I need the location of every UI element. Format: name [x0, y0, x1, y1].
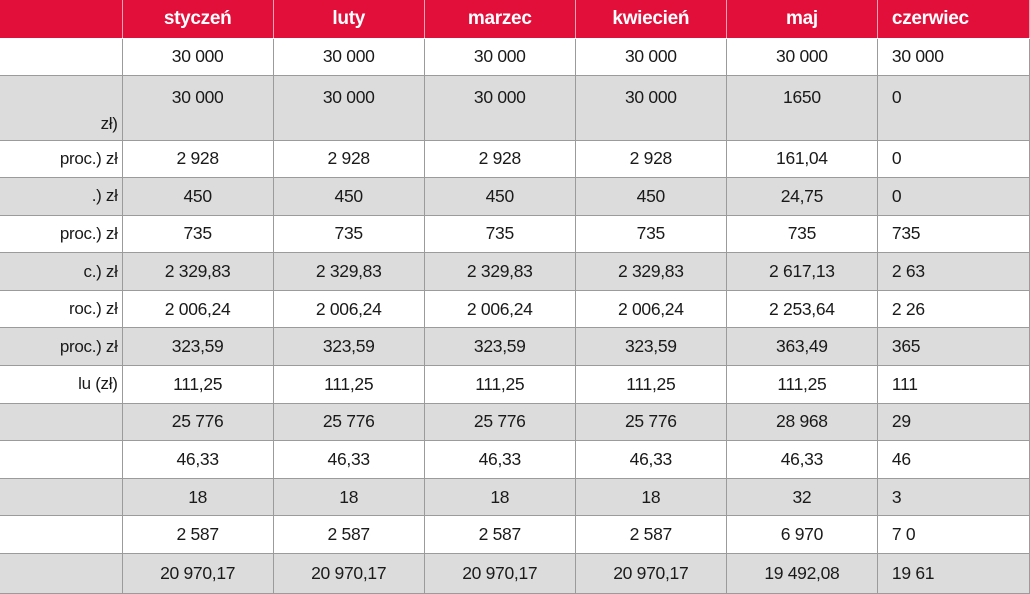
table-cell: 19 492,08: [726, 554, 877, 594]
table-cell: 6 970: [726, 516, 877, 554]
table-row: [0, 328, 1030, 366]
table-cell: 450: [273, 178, 424, 216]
table-cell: 2 329,83: [122, 253, 273, 291]
row-label: [0, 441, 122, 479]
month-header: maj: [726, 0, 877, 38]
table-cell: 735: [122, 215, 273, 253]
table-cell: 735: [424, 215, 575, 253]
month-header: kwiecień: [575, 0, 726, 38]
table-cell: 46,33: [122, 441, 273, 479]
table-cell: 2 63: [877, 253, 1029, 291]
table-row: [0, 140, 1030, 178]
table-cell: 7 0: [877, 516, 1029, 554]
table-cell: 323,59: [273, 328, 424, 366]
table-cell: 25 776: [424, 403, 575, 441]
header-label-cell: [0, 0, 122, 38]
table-cell: 46,33: [273, 441, 424, 479]
table-cell: 46,33: [575, 441, 726, 479]
table-cell: 18: [424, 478, 575, 516]
table-cell: 1650: [726, 75, 877, 140]
table-cell: 2 006,24: [122, 290, 273, 328]
table-cell: 111,25: [726, 366, 877, 404]
table-cell: 28 968: [726, 403, 877, 441]
table-row: [0, 38, 1030, 75]
table-cell: 25 776: [273, 403, 424, 441]
table-cell: 46,33: [726, 441, 877, 479]
table-cell: 19 61: [877, 554, 1029, 594]
row-label: [0, 478, 122, 516]
table-row: [0, 441, 1030, 479]
table-cell: 450: [122, 178, 273, 216]
table-cell: 18: [122, 478, 273, 516]
table-cell: 2 006,24: [273, 290, 424, 328]
table-cell: 2 928: [424, 140, 575, 178]
table-cell: 450: [424, 178, 575, 216]
table-cell: 323,59: [122, 328, 273, 366]
table-cell: 735: [273, 215, 424, 253]
row-label: proc.) zł: [0, 328, 122, 366]
table-cell: 2 329,83: [424, 253, 575, 291]
table-row: [0, 366, 1030, 404]
table-cell: 30 000: [122, 38, 273, 75]
table-cell: 111,25: [273, 366, 424, 404]
table-cell: 20 970,17: [424, 554, 575, 594]
table-cell: 46: [877, 441, 1029, 479]
table-cell: 735: [877, 215, 1029, 253]
table-cell: 30 000: [877, 38, 1029, 75]
table-cell: 3: [877, 478, 1029, 516]
table-row: [0, 516, 1030, 554]
table-cell: 323,59: [424, 328, 575, 366]
row-label: [0, 38, 122, 75]
table-cell: 46,33: [424, 441, 575, 479]
table-cell: 2 587: [575, 516, 726, 554]
row-label: zł): [0, 75, 122, 140]
month-header: marzec: [424, 0, 575, 38]
table-row: [0, 403, 1030, 441]
table-cell: 2 928: [575, 140, 726, 178]
row-label: proc.) zł: [0, 215, 122, 253]
table-cell: 30 000: [726, 38, 877, 75]
table-cell: 111,25: [122, 366, 273, 404]
row-label: proc.) zł: [0, 140, 122, 178]
table-cell: 29: [877, 403, 1029, 441]
table-cell: 2 587: [424, 516, 575, 554]
table-cell: 18: [575, 478, 726, 516]
table-cell: 111: [877, 366, 1029, 404]
row-label: c.) zł: [0, 253, 122, 291]
header-row: [0, 0, 1030, 38]
table-cell: 365: [877, 328, 1029, 366]
row-label: lu (zł): [0, 366, 122, 404]
table-row: [0, 290, 1030, 328]
table-cell: 2 26: [877, 290, 1029, 328]
row-label: [0, 554, 122, 594]
table-row: [0, 253, 1030, 291]
table-cell: 30 000: [424, 38, 575, 75]
table-cell: 2 617,13: [726, 253, 877, 291]
table-cell: 32: [726, 478, 877, 516]
table-cell: 0: [877, 75, 1029, 140]
row-label: [0, 403, 122, 441]
table-cell: 30 000: [273, 38, 424, 75]
table-cell: 450: [575, 178, 726, 216]
table-cell: 161,04: [726, 140, 877, 178]
table-row: [0, 75, 1030, 140]
table-cell: 24,75: [726, 178, 877, 216]
table-cell: 0: [877, 140, 1029, 178]
table-cell: 2 006,24: [424, 290, 575, 328]
table-cell: 2 928: [273, 140, 424, 178]
table-cell: 0: [877, 178, 1029, 216]
month-header: luty: [273, 0, 424, 38]
table-cell: 20 970,17: [575, 554, 726, 594]
table-cell: 30 000: [575, 38, 726, 75]
table-cell: 2 928: [122, 140, 273, 178]
month-header: styczeń: [122, 0, 273, 38]
table-cell: 2 587: [122, 516, 273, 554]
table-cell: 25 776: [122, 403, 273, 441]
table-row: [0, 554, 1030, 594]
table-cell: 18: [273, 478, 424, 516]
table-row: [0, 478, 1030, 516]
table-cell: 20 970,17: [122, 554, 273, 594]
table-cell: 30 000: [273, 75, 424, 140]
month-header: czerwiec: [877, 0, 1029, 38]
table-cell: 30 000: [424, 75, 575, 140]
table-cell: 2 006,24: [575, 290, 726, 328]
table-cell: 30 000: [122, 75, 273, 140]
table-row: [0, 215, 1030, 253]
row-label: .) zł: [0, 178, 122, 216]
table-cell: 363,49: [726, 328, 877, 366]
row-label: [0, 516, 122, 554]
table-cell: 735: [726, 215, 877, 253]
table-cell: 2 587: [273, 516, 424, 554]
table-cell: 2 329,83: [575, 253, 726, 291]
table-cell: 735: [575, 215, 726, 253]
table-cell: 111,25: [575, 366, 726, 404]
row-label: roc.) zł: [0, 290, 122, 328]
table-cell: 323,59: [575, 328, 726, 366]
table-cell: 20 970,17: [273, 554, 424, 594]
table-cell: 111,25: [424, 366, 575, 404]
table-cell: 25 776: [575, 403, 726, 441]
table-cell: 2 253,64: [726, 290, 877, 328]
table-cell: 30 000: [575, 75, 726, 140]
table-cell: 2 329,83: [273, 253, 424, 291]
table-row: [0, 178, 1030, 216]
